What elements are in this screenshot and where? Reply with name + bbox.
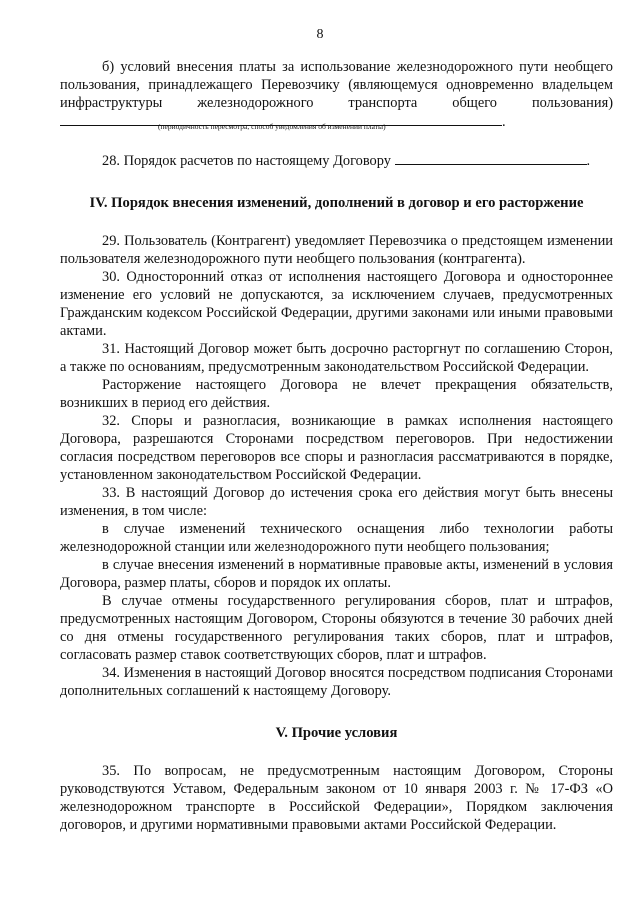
item-35: 35. По вопросам, не предусмотренным настоящим Договором, Стороны руководствуются Уставом, Федеральным законом от 10 января 2003 г. № 17-ФЗ «О железнодорожном транспорте в Российской Федерации», Порядком заключения договоров, и другими нормативными правовыми актами Российской Федерации. [60,763,613,833]
item-28 [60,151,613,170]
item-31-continuation: Расторжение настоящего Договора не влечет прекращения обязательств, возникших в период его действия. [60,377,613,411]
item-28-end: . [586,153,591,169]
item-28-blank-field [395,151,587,165]
section-4-heading: IV. Порядок внесения изменений, дополнений в договор и его расторжение [89,195,584,211]
item-b-blank-field [60,112,502,131]
item-32: 32. Споры и разногласия, возникающие в рамках исполнения настоящего Договора, разрешаются Сторонами посредством переговоров. При недостижении согласия посредством переговоров все споры и разногласия рассматриваются в порядке, установленном законодательством Российской Федерации. [60,413,613,483]
item-33: 33. В настоящий Договор до истечения срока его действия могут быть внесены изменения, в том числе: [60,485,613,519]
item-33-clause-b: в случае внесения изменений в нормативные правовые акты, изменений в условия Договора, размер платы, сборов и порядок их оплаты. [60,557,613,591]
page-number: 8 [316,27,324,42]
item-b-end: . [502,114,506,130]
item-34: 34. Изменения в настоящий Договор вносятся посредством подписания Сторонами дополнительных соглашений к настоящему Договору. [60,665,613,699]
item-29: 29. Пользователь (Контрагент) уведомляет Перевозчика о предстоящем изменении пользователя железнодорожного пути необщего пользования (контрагента). [60,233,613,267]
section-5-heading: V. Прочие условия [275,725,398,741]
item-b [60,58,613,131]
item-b-field-note: (периодичность пересмотра, способ уведомления об изменении платы) [158,122,386,131]
item-33-clause-c: В случае отмены государственного регулирования сборов, плат и штрафов, предусмотренных настоящим Договором, Стороны обязуются в течение 30 рабочих дней со дня отмены государственного регулирования таких сборов, плат и штрафов, согласовать размер ставок соответствующих сборов, плат и штрафов. [60,593,613,663]
item-28-text: 28. Порядок расчетов по настоящему Договору [102,153,391,169]
document-body [60,58,613,834]
item-b-text: б) условий внесения платы за использование железнодорожного пути необщего пользования, принадлежащего Перевозчику (являющемуся одновременно владельцем инфраструктуры железнодорожного транспорта общего пользования) [60,59,613,111]
item-30: 30. Односторонний отказ от исполнения настоящего Договора и одностороннее изменение его условий не допускаются, за исключением случаев, предусмотренных Гражданским кодексом Российской Федерации, другими законами или иными правовыми актами. [60,269,613,339]
item-33-clause-a: в случае изменений технического оснащения либо технологии работы железнодорожной станции или железнодорожного пути необщего пользования; [60,521,613,555]
item-31: 31. Настоящий Договор может быть досрочно расторгнут по соглашению Сторон, а также по основаниям, предусмотренным законодательством Российской Федерации. [60,341,613,375]
